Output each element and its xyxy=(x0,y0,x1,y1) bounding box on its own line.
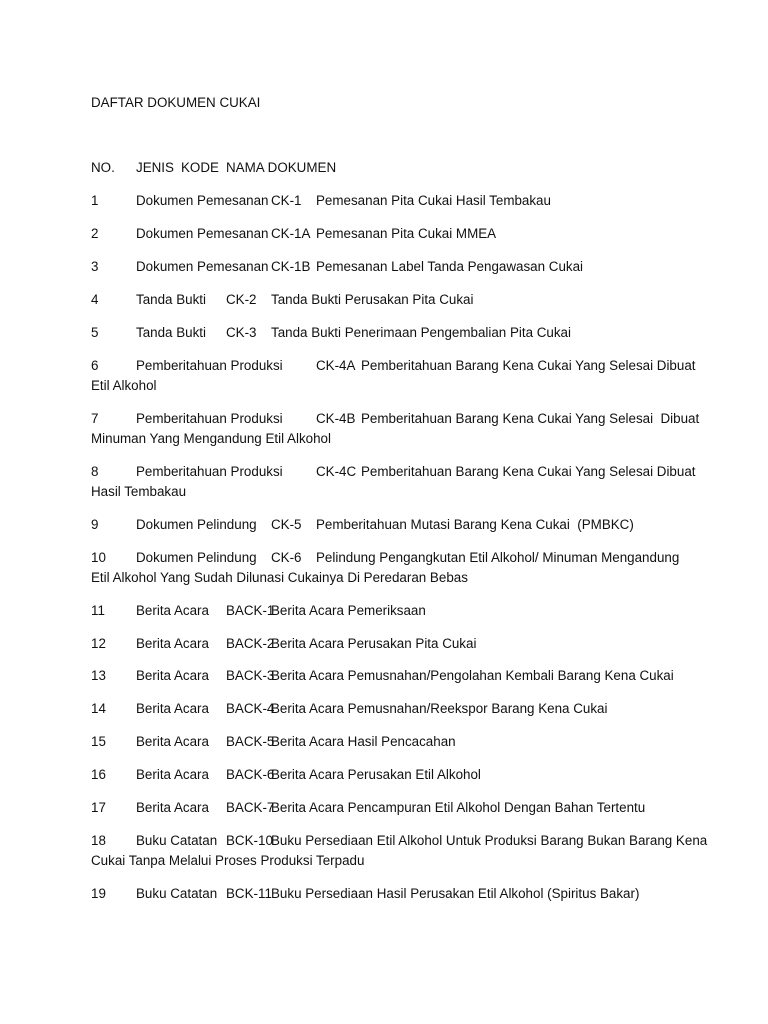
row-nama: Berita Acara Pemusnahan/Reekspor Barang Kena Cukai xyxy=(271,701,608,716)
row-kode: CK-1B xyxy=(271,259,311,274)
row-kode: BACK-1 xyxy=(226,603,275,618)
row-kode: CK-1A xyxy=(271,226,311,241)
row-jenis: Buku Catatan xyxy=(136,833,218,848)
row-nama: Pemesanan Pita Cukai Hasil Tembakau xyxy=(316,193,551,208)
row-no: 14 xyxy=(91,701,106,716)
row-kode: BACK-3 xyxy=(226,668,275,683)
row-kode: BACK-7 xyxy=(226,800,275,815)
row-kode: CK-4A xyxy=(316,358,356,373)
row-nama: Tanda Bukti Penerimaan Pengembalian Pita Cukai xyxy=(271,325,571,340)
row-jenis: Berita Acara xyxy=(136,603,209,618)
row-no: 4 xyxy=(91,292,99,307)
row-nama: Berita Acara Pemeriksaan xyxy=(271,603,426,618)
row-no: 3 xyxy=(91,259,99,274)
row-no: 12 xyxy=(91,636,106,651)
row-kode: BACK-4 xyxy=(226,701,275,716)
row-no: 6 xyxy=(91,358,99,373)
row-continuation: Cukai Tanpa Melalui Proses Produksi Terpadu xyxy=(91,853,365,868)
row-no: 11 xyxy=(91,603,105,618)
row-jenis: Dokumen Pemesanan xyxy=(136,259,269,274)
row-no: 16 xyxy=(91,767,106,782)
row-nama: Berita Acara Pemusnahan/Pengolahan Kembali Barang Kena Cukai xyxy=(271,668,674,683)
row-no: 19 xyxy=(91,886,106,901)
row-kode: BCK-11 xyxy=(226,886,272,901)
header-jenis: JENIS xyxy=(136,160,174,175)
row-kode: CK-3 xyxy=(226,325,257,340)
row-kode: BCK-10 xyxy=(226,833,273,848)
row-jenis: Berita Acara xyxy=(136,636,209,651)
row-nama: Berita Acara Perusakan Pita Cukai xyxy=(271,636,477,651)
row-no: 8 xyxy=(91,464,99,479)
row-kode: BACK-5 xyxy=(226,734,275,749)
row-nama: Pemberitahuan Barang Kena Cukai Yang Selesai Dibuat xyxy=(361,411,700,426)
row-nama: Tanda Bukti Perusakan Pita Cukai xyxy=(271,292,474,307)
row-jenis: Dokumen Pemesanan xyxy=(136,193,269,208)
row-continuation: Etil Alkohol Yang Sudah Dilunasi Cukainya Di Peredaran Bebas xyxy=(91,570,468,585)
header-no: NO. xyxy=(91,160,115,175)
row-kode: BACK-6 xyxy=(226,767,275,782)
row-kode: CK-6 xyxy=(271,550,302,565)
row-no: 9 xyxy=(91,517,99,532)
row-no: 18 xyxy=(91,833,106,848)
row-kode: BACK-2 xyxy=(226,636,275,651)
row-jenis: Berita Acara xyxy=(136,734,209,749)
row-no: 10 xyxy=(91,550,106,565)
row-nama: Pemberitahuan Barang Kena Cukai Yang Selesai Dibuat xyxy=(361,358,696,373)
row-no: 1 xyxy=(91,193,99,208)
row-nama: Pemesanan Pita Cukai MMEA xyxy=(316,226,497,241)
row-jenis: Pemberitahuan Produksi xyxy=(136,358,283,373)
row-no: 5 xyxy=(91,325,99,340)
row-jenis: Dokumen Pelindung xyxy=(136,550,257,565)
row-nama: Pemberitahuan Barang Kena Cukai Yang Selesai Dibuat xyxy=(361,464,696,479)
row-jenis: Berita Acara xyxy=(136,767,209,782)
row-no: 2 xyxy=(91,226,99,241)
row-nama: Pemesanan Label Tanda Pengawasan Cukai xyxy=(316,259,584,274)
row-no: 17 xyxy=(91,800,106,815)
row-kode: CK-1 xyxy=(271,193,302,208)
table-row xyxy=(91,886,640,954)
row-jenis: Berita Acara xyxy=(136,668,209,683)
row-kode: CK-4B xyxy=(316,411,356,426)
row-jenis: Berita Acara xyxy=(136,701,209,716)
header-kode: KODE xyxy=(181,160,219,175)
row-nama: Berita Acara Pencampuran Etil Alkohol Dengan Bahan Tertentu xyxy=(271,800,646,815)
row-jenis: Dokumen Pelindung xyxy=(136,517,257,532)
row-kode: CK-2 xyxy=(226,292,257,307)
row-jenis: Pemberitahuan Produksi xyxy=(136,411,283,426)
row-no: 13 xyxy=(91,668,106,683)
row-nama: Buku Persediaan Hasil Perusakan Etil Alkohol (Spiritus Bakar) xyxy=(271,886,640,901)
row-no: 15 xyxy=(91,734,106,749)
row-nama: Berita Acara Perusakan Etil Alkohol xyxy=(271,767,481,782)
row-jenis: Pemberitahuan Produksi xyxy=(136,464,283,479)
row-kode: CK-4C xyxy=(316,464,357,479)
row-jenis: Tanda Bukti xyxy=(136,292,206,307)
row-nama: Berita Acara Hasil Pencacahan xyxy=(271,734,456,749)
row-jenis: Tanda Bukti xyxy=(136,325,206,340)
row-continuation: Minuman Yang Mengandung Etil Alkohol xyxy=(91,431,331,446)
header-nama: NAMA DOKUMEN xyxy=(226,160,337,175)
row-jenis: Dokumen Pemesanan xyxy=(136,226,269,241)
row-continuation: Hasil Tembakau xyxy=(91,484,187,499)
row-nama: Pelindung Pengangkutan Etil Alkohol/ Minuman Mengandung xyxy=(316,550,680,565)
row-kode: CK-5 xyxy=(271,517,302,532)
document-title: DAFTAR DOKUMEN CUKAI xyxy=(91,95,261,110)
row-jenis: Buku Catatan xyxy=(136,886,218,901)
row-nama: Pemberitahuan Mutasi Barang Kena Cukai (PMBKC) xyxy=(316,517,634,532)
row-jenis: Berita Acara xyxy=(136,800,209,815)
row-continuation: Etil Alkohol xyxy=(91,378,157,393)
row-nama: Buku Persediaan Etil Alkohol Untuk Produksi Barang Bukan Barang Kena xyxy=(271,833,708,848)
row-no: 7 xyxy=(91,411,99,426)
